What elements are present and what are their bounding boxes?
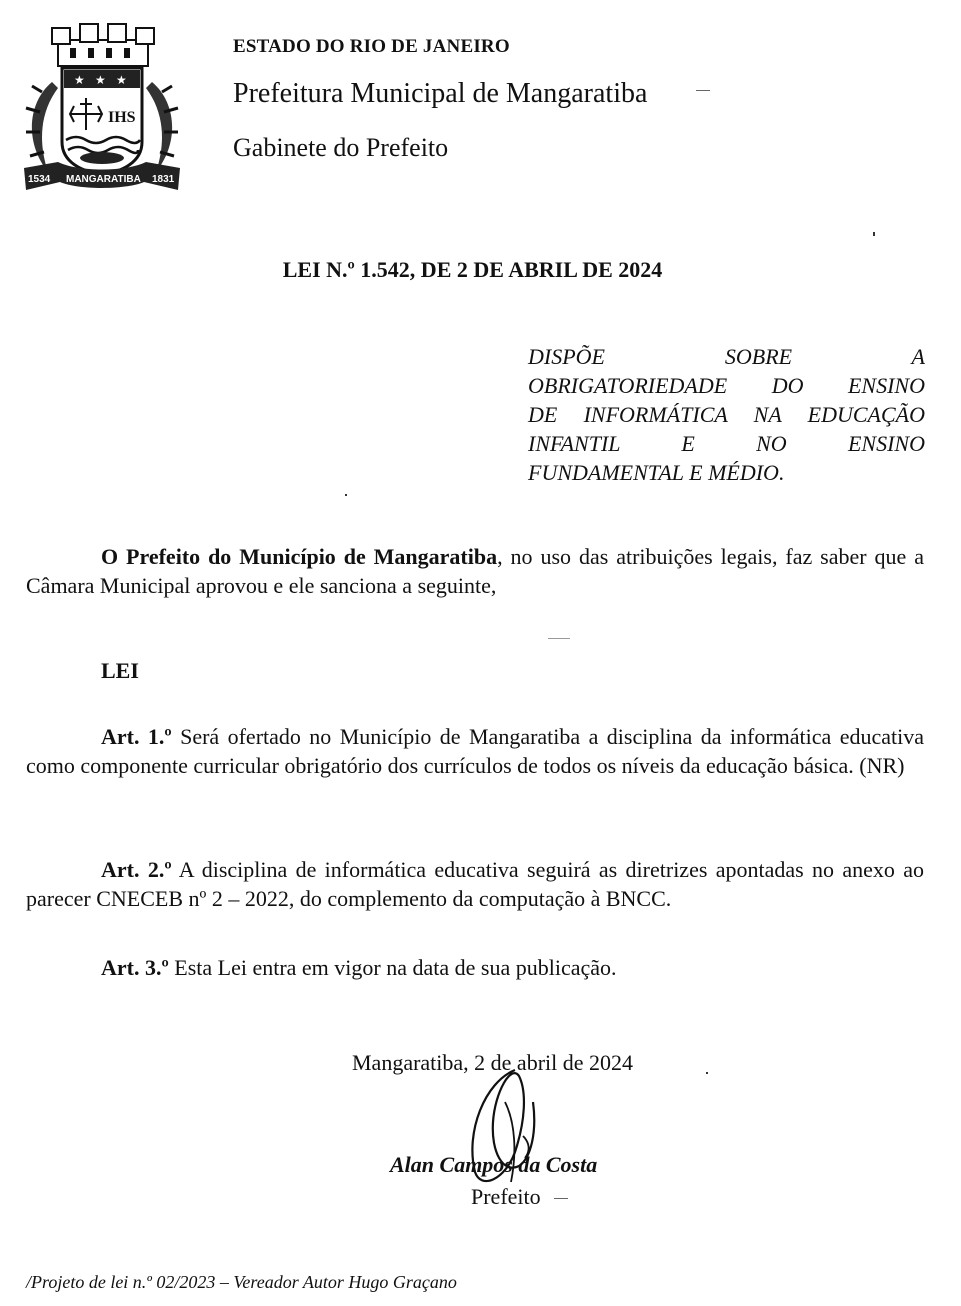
article-label: Art. 1.º	[101, 724, 172, 749]
article-1	[26, 722, 924, 780]
scan-speck	[554, 1198, 568, 1199]
municipal-coat-of-arms-icon	[18, 22, 186, 192]
article-3	[26, 953, 924, 982]
article-text: Esta Lei entra em vigor na data de sua publicação.	[168, 955, 617, 980]
signer-role: Prefeito	[471, 1184, 541, 1209]
article-text: Será ofertado no Município de Mangaratiba a disciplina da informática educativa como componente curricular obrigatório dos currículos de todos os níveis da educação básica. (NR)	[26, 724, 925, 778]
article-label: Art. 2.º	[101, 857, 172, 882]
ementa-line: OBRIGATORIEDADE DO ENSINO	[528, 373, 925, 398]
scan-speck	[548, 638, 570, 639]
law-ementa	[528, 342, 925, 487]
svg-text:1831: 1831	[152, 174, 175, 185]
svg-text:1534: 1534	[28, 174, 51, 185]
place-date: Mangaratiba, 2 de abril de 2024	[352, 1050, 634, 1075]
article-label: Art. 3.º	[101, 955, 169, 980]
intro-text: , no uso das atribuições legais, faz saber que a Câmara Municipal aprovou e ele sanciona a seguinte,	[26, 544, 924, 598]
article-2	[26, 855, 924, 913]
scan-speck	[345, 494, 347, 496]
signer-name: Alan Campos da Costa	[390, 1152, 598, 1177]
svg-text:IHS: IHS	[108, 109, 136, 126]
scan-speck	[873, 232, 875, 236]
svg-text:MANGARATIBA: MANGARATIBA	[66, 174, 141, 185]
ementa-line: FUNDAMENTAL E MÉDIO.	[528, 460, 785, 485]
law-title-text: LEI N.º 1.542, DE 2 DE ABRIL DE 2024	[282, 257, 663, 282]
ementa-line: DE INFORMÁTICA NA EDUCAÇÃO	[528, 402, 925, 427]
article-text: A disciplina de informática educativa seguirá as diretrizes apontadas no anexo ao parecer CNECEB nº 2 – 2022, do complemento da computação à BNCC.	[26, 857, 924, 911]
intro-paragraph	[26, 542, 924, 600]
office-name: Gabinete do Prefeito	[233, 133, 449, 162]
footnote: /Projeto de lei n.º 02/2023 – Vereador Autor Hugo Graçano	[26, 1272, 457, 1292]
svg-text:★: ★	[95, 73, 106, 87]
svg-text:★: ★	[74, 73, 85, 87]
ementa-line: INFANTIL E NO ENSINO	[528, 431, 925, 456]
scan-speck	[706, 1072, 708, 1074]
lei-heading: LEI	[101, 658, 139, 683]
law-title	[0, 257, 961, 283]
signature-icon	[445, 1062, 565, 1192]
ementa-line: DISPÕE SOBRE A	[528, 344, 925, 369]
scan-speck	[696, 90, 710, 91]
intro-bold: O Prefeito do Município de Mangaratiba	[101, 544, 498, 569]
state-name: ESTADO DO RIO DE JANEIRO	[233, 36, 510, 57]
svg-text:★: ★	[116, 73, 127, 87]
prefecture-name: Prefeitura Municipal de Mangaratiba	[233, 78, 648, 109]
